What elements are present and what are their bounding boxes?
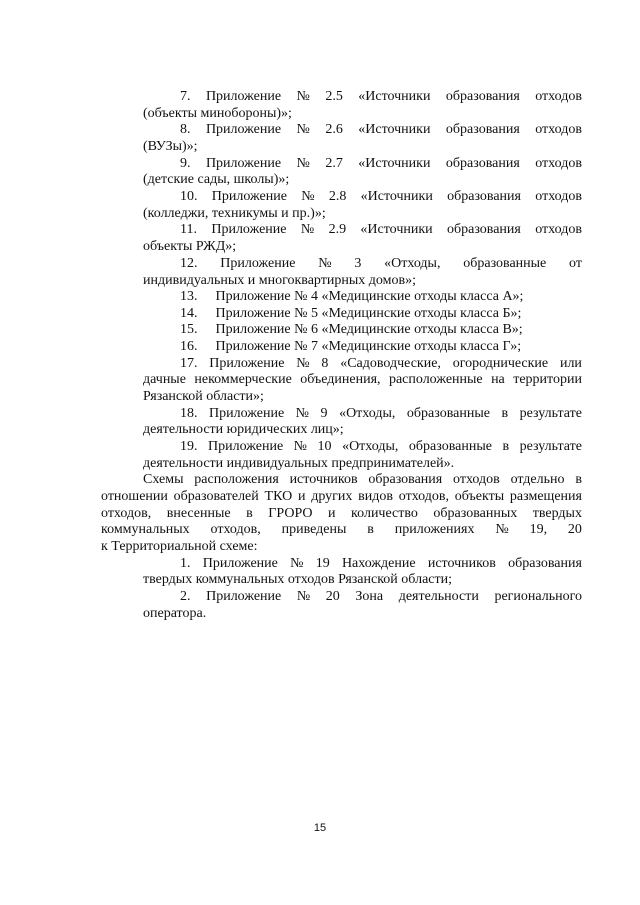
word: «Садоводческие, <box>340 356 441 371</box>
word: источников <box>427 556 496 571</box>
word: отходов, <box>210 522 261 537</box>
word: 20 <box>567 522 582 537</box>
word: № <box>296 122 310 137</box>
text-line <box>143 421 443 438</box>
word: 12. <box>180 256 198 271</box>
word: образованные <box>406 406 490 421</box>
word: отходов <box>453 472 500 487</box>
word: и <box>297 489 306 504</box>
word: образования <box>445 122 520 137</box>
word: образования <box>445 89 520 104</box>
word: Приложение <box>202 556 278 571</box>
word: в <box>575 472 582 487</box>
text-line <box>101 488 582 505</box>
word: ТКО <box>264 489 293 504</box>
word: 8. <box>180 122 191 137</box>
word: деятельности юридических лиц»; <box>143 422 344 437</box>
word: «Источники <box>360 222 433 237</box>
text-line <box>180 88 582 105</box>
word: Приложение <box>211 222 287 237</box>
word: в <box>501 406 509 421</box>
word: и <box>328 506 336 521</box>
word: внесенные <box>166 506 231 521</box>
word: «Отходы, <box>384 256 441 271</box>
word: 15. <box>180 322 198 337</box>
word: образования <box>447 222 521 237</box>
word: 7. <box>180 89 191 104</box>
word: «Источники <box>360 189 433 204</box>
word: 2. <box>180 589 191 604</box>
word: 16. <box>180 339 198 354</box>
word: Нахождение <box>341 556 416 571</box>
word: Схемы <box>143 472 184 487</box>
text-line <box>143 238 443 255</box>
word: 19, <box>529 522 548 537</box>
word: отходов <box>535 122 582 137</box>
word: № <box>296 156 310 171</box>
word: 2.7 <box>325 156 343 171</box>
text-line <box>180 255 582 272</box>
word: отходов <box>535 189 582 204</box>
word: расположенные <box>388 372 483 387</box>
word: территории <box>513 372 582 387</box>
word: к Территориальной схеме: <box>101 539 258 554</box>
word: оператора. <box>143 606 207 621</box>
word: «Источники <box>358 89 431 104</box>
word: отходов <box>535 156 582 171</box>
word: 9. <box>180 156 191 171</box>
text-line <box>143 171 443 188</box>
word: или <box>559 356 582 371</box>
word: 1. <box>180 556 191 571</box>
word: отдельно <box>510 472 565 487</box>
word: Зона <box>355 589 384 604</box>
word: 18. <box>180 406 198 421</box>
word: 20 <box>325 589 340 604</box>
text-line <box>143 388 443 405</box>
word: образователей <box>173 489 259 504</box>
text-line <box>180 121 582 138</box>
word: в <box>367 522 374 537</box>
word: «Отходы, <box>339 406 396 421</box>
word: дачные <box>143 372 186 387</box>
word: 8 <box>321 356 329 371</box>
text-line <box>180 321 580 338</box>
word: деятельности <box>398 589 479 604</box>
word: регионального <box>494 589 582 604</box>
word: результате <box>519 406 582 421</box>
word: Рязанской области»; <box>143 389 264 404</box>
word: Приложение № 6 «Медицинские отходы класса В»; <box>215 322 523 337</box>
word: № <box>318 256 332 271</box>
word: расположения <box>194 472 279 487</box>
word: 13. <box>180 289 198 304</box>
text-line <box>180 288 580 305</box>
word: ГРОРО <box>268 506 313 521</box>
text-line <box>143 455 563 472</box>
text-line <box>180 155 582 172</box>
word: объединения, <box>300 372 381 387</box>
word: «Источники <box>358 122 431 137</box>
word: № <box>495 522 509 537</box>
word: 2.6 <box>325 122 343 137</box>
word: объекты <box>454 489 505 504</box>
word: (колледжи, техникумы и пр.)»; <box>143 206 326 221</box>
text-line <box>180 221 582 238</box>
word: 9 <box>320 406 328 421</box>
word: твердых <box>532 506 582 521</box>
text-line <box>101 538 401 555</box>
text-line <box>101 505 582 522</box>
word: некоммерческие <box>194 372 292 387</box>
word: 3 <box>354 256 362 271</box>
word: № <box>296 589 311 604</box>
word: 10. <box>180 189 198 204</box>
word: Приложение <box>206 589 282 604</box>
word: 10 <box>317 439 332 454</box>
word: (детские сады, школы)»; <box>143 172 290 187</box>
word: от <box>569 256 582 271</box>
text-line <box>143 571 543 588</box>
text-line <box>180 305 580 322</box>
word: Приложение № 4 «Медицинские отходы класса А»; <box>215 289 524 304</box>
word: приложениях <box>394 522 475 537</box>
text-line <box>143 105 443 122</box>
text-line <box>180 405 582 422</box>
page-number: 15 <box>313 822 327 834</box>
word: 19. <box>180 439 198 454</box>
text-line <box>143 205 443 222</box>
word: коммунальных <box>101 522 190 537</box>
word: индивидуальных и многоквартирных домов»; <box>143 273 416 288</box>
text-line <box>180 438 582 455</box>
word: образованные <box>408 439 492 454</box>
word: Приложение <box>220 256 296 271</box>
word: в <box>502 439 510 454</box>
word: № <box>290 556 304 571</box>
word: Приложение <box>208 439 284 454</box>
word: № <box>295 406 310 421</box>
word: (объекты минобороны)»; <box>143 106 292 121</box>
word: № <box>296 89 310 104</box>
word: Приложение <box>205 122 282 137</box>
word: отходов <box>535 222 582 237</box>
word: 11. <box>180 222 197 237</box>
word: отходов <box>535 89 582 104</box>
word: образованные <box>463 256 547 271</box>
word: Приложение <box>205 156 282 171</box>
word: Приложение № 7 «Медицинские отходы класса Г»; <box>215 339 522 354</box>
word: результате <box>519 439 582 454</box>
text-line <box>143 272 543 289</box>
word: образования <box>508 556 582 571</box>
text-line <box>143 138 443 155</box>
word: 19 <box>315 556 330 571</box>
text-line <box>180 555 582 572</box>
word: 14. <box>180 306 198 321</box>
word: других <box>311 489 353 504</box>
text-line <box>143 605 443 622</box>
word: № <box>300 222 315 237</box>
word: твердых коммунальных отходов Рязанской области; <box>143 572 452 587</box>
word: № <box>293 439 308 454</box>
word: деятельности индивидуальных предпринимателей». <box>143 456 455 471</box>
word: размещения <box>509 489 582 504</box>
word: Приложение <box>209 356 285 371</box>
word: № <box>301 189 315 204</box>
word: приведены <box>281 522 347 537</box>
word: на <box>491 372 505 387</box>
word: «Источники <box>358 156 431 171</box>
word: (ВУЗы)»; <box>143 139 198 154</box>
word: отходов, <box>101 506 152 521</box>
text-line <box>180 588 582 605</box>
word: 2.9 <box>328 222 347 237</box>
text-line <box>101 521 582 538</box>
word: «Отходы, <box>342 439 399 454</box>
word: Приложение <box>205 89 282 104</box>
word: в <box>246 506 253 521</box>
word: образования <box>368 472 443 487</box>
text-line <box>143 371 582 388</box>
word: образования <box>447 189 521 204</box>
word: источников <box>289 472 358 487</box>
text-line <box>180 338 580 355</box>
word: видов <box>358 489 394 504</box>
text-line <box>180 188 582 205</box>
word: объекты РЖД»; <box>143 239 237 254</box>
word: Приложение № 5 «Медицинские отходы класса Б»; <box>215 306 522 321</box>
word: образования <box>445 156 520 171</box>
word: Приложение <box>211 189 287 204</box>
word: образованных <box>433 506 518 521</box>
word: отношении <box>101 489 168 504</box>
word: 2.8 <box>328 189 347 204</box>
text-line <box>143 471 582 488</box>
text-line <box>180 355 582 372</box>
word: отходов, <box>398 489 450 504</box>
word: огороднические <box>452 356 549 371</box>
word: 17. <box>180 356 198 371</box>
word: 2.5 <box>325 89 343 104</box>
word: № <box>296 356 310 371</box>
word: количество <box>351 506 418 521</box>
word: Приложение <box>209 406 285 421</box>
